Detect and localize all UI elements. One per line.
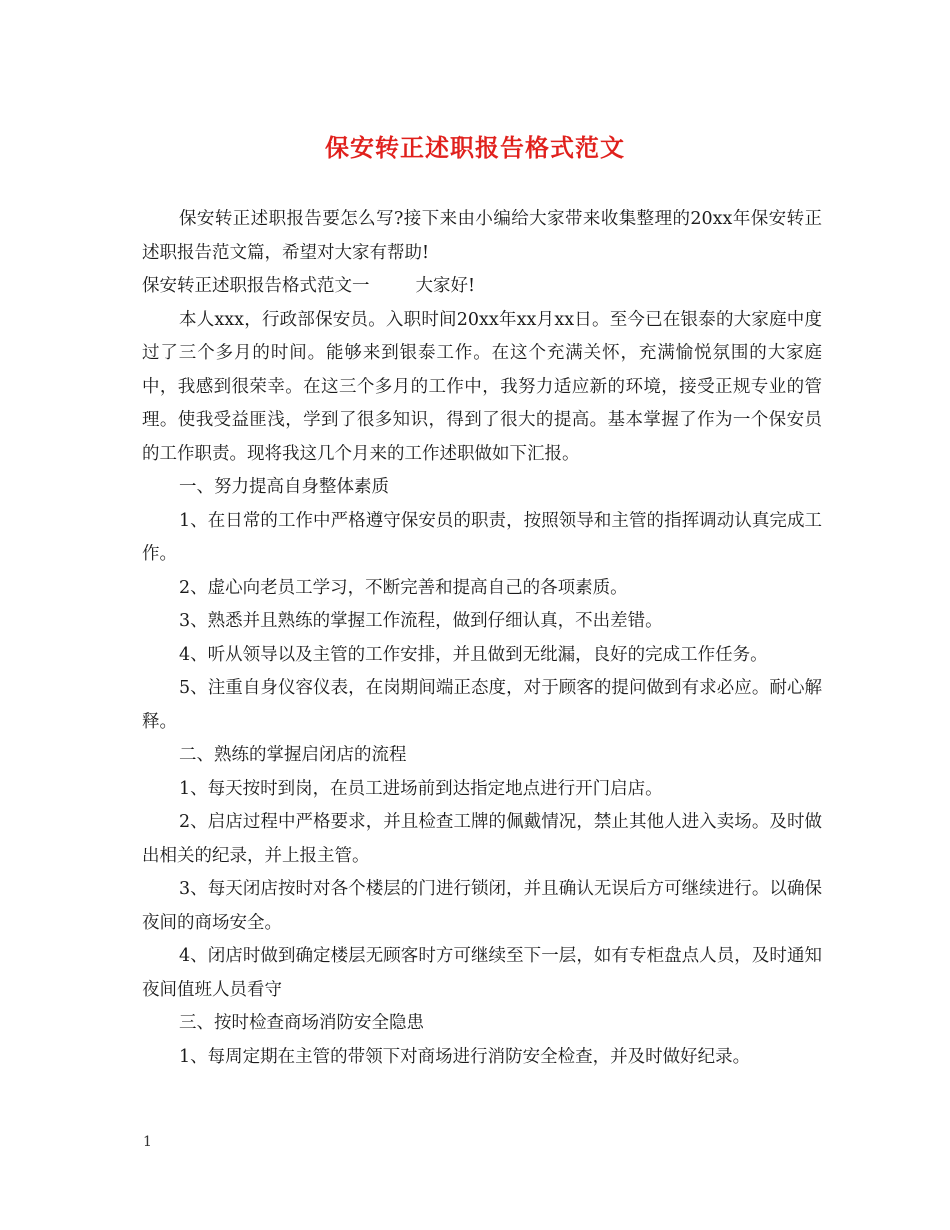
subheading: 一、努力提高自身整体素质: [179, 477, 389, 497]
document-title: 保安转正述职报告格式范文: [325, 133, 625, 162]
page-number: 1: [143, 1134, 152, 1150]
list-item: 4、听从领导以及主管的工作安排，并且做到无纰漏，良好的完成工作任务。: [179, 644, 768, 665]
list-item: 2、启店过程中严格要求，并且检查工牌的佩戴情况，禁止其他人进入卖场。及时做出相关的纪录，并上报主管。: [142, 812, 822, 866]
list-item: 5、注重自身仪容仪表，在岗期间端正态度，对于顾客的提问做到有求必应。耐心解释。: [142, 678, 822, 732]
list-item: 1、每天按时到岗，在员工进场前到达指定地点进行开门启店。: [179, 778, 663, 799]
list-item: 1、每周定期在主管的带领下对商场进行消防安全检查，并及时做好纪录。: [179, 1046, 751, 1067]
list-item: 2、虚心向老员工学习，不断完善和提高自己的各项素质。: [179, 577, 628, 598]
document-body: [142, 203, 822, 1074]
section-heading-line: [142, 270, 822, 304]
paragraph: 本人xxx，行政部保安员。入职时间20xx年xx月xx日。至今已在银泰的大家庭中度过了三个多月的时间。能够来到银泰工作。在这个充满关怀，充满愉悦氛围的大家庭中，我感到很荣幸。在这三个多月的工作中，我努力适应新的环境，接受正规专业的管理。使我受益匪浅，学到了很多知识，得到了很大的提高。基本掌握了作为一个保安员的工作职责。现将我这几个月来的工作述职做如下汇报。: [142, 309, 822, 464]
subheading: 二、熟练的掌握启闭店的流程: [179, 745, 407, 765]
intro-paragraph: 保安转正述职报告要怎么写?接下来由小编给大家带来收集整理的20xx年保安转正述职报告范文篇，希望对大家有帮助!: [142, 209, 822, 263]
list-item: 4、闭店时做到确定楼层无顾客时方可继续至下一层，如有专柜盘点人员，及时通知夜间值班人员看守: [142, 946, 822, 1000]
list-item: 3、每天闭店按时对各个楼层的门进行锁闭，并且确认无误后方可继续进行。以确保夜间的商场安全。: [142, 879, 822, 933]
section-heading: 保安转正述职报告格式范文一: [142, 276, 370, 296]
list-item: 1、在日常的工作中严格遵守保安员的职责，按照领导和主管的指挥调动认真完成工作。: [142, 510, 822, 564]
subheading: 三、按时检查商场消防安全隐患: [179, 1013, 424, 1033]
list-item: 3、熟悉并且熟练的掌握工作流程，做到仔细认真，不出差错。: [179, 611, 663, 631]
greeting: 大家好!: [415, 276, 476, 296]
